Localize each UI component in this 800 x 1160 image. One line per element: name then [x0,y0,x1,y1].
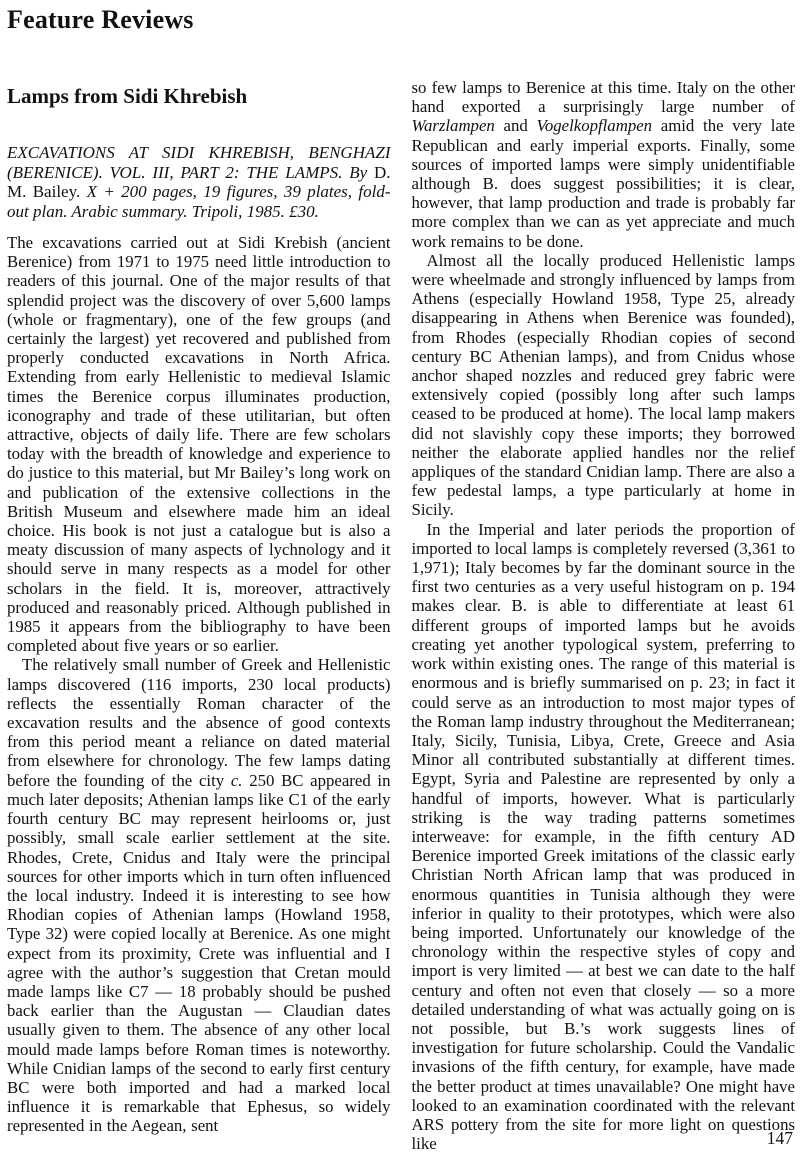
paragraph-2-text: The relatively small number of Greek and Hellenistic lamps discovered (116 imports, 230 local products) reflects the essentially Roman character of the excavation results and the absence of good contexts from this period meant a reliance on dated material from elsewhere for chronology. The few lamps dating before the founding of the city [7,655,391,790]
paragraph-2-circa-italic: c. [230,770,243,790]
citation-title-italic: EXCAVATIONS AT SIDI KHREBISH, BENGHAZI (BERENICE). VOL. III, PART 2: THE LAMPS. By [7,143,391,182]
right-column [412,35,796,1153]
paragraph-3-and: and [494,116,537,136]
paragraph-5: In the Imperial and later periods the proportion of imported to local lamps is completely reversed (3,361 to 1,971); Italy becomes by far the dominant source in the first two centuries as a very useful histogram on p. 194 makes clear. B. is able to differentiate at least 61 different groups of imported lamps but he avoids creating yet another typological system, preferring to work within existing ones. The range of this material is enormous and is briefly summarised on p. 23; in fact it could serve as an introduction to most major types of the Roman lamp industry throughout the Mediterranean; Italy, Sicily, Tunisia, Libya, Crete, Greece and Asia Minor all contributed substantially at different times. Egypt, Syria and Palestine are represented by only a handful of imports, however. What is particularly striking is the way trading patterns sometimes interweave: for example, in the fifth century AD Berenice imported Greek imitations of the classic early Christian North African lamp that was produced in enormous quantities in Tunisia although they were inferior in quality to their prototypes, which were also being imported. Unfortunately our knowledge of the chronology within the respective styles of copy and import is very limited — at best we can date to the half century and often not even that closely — so a more detailed understanding of what was actually going on is not possible, but B.’s work suggests lines of investigation for future scholarship. Could the Vandalic invasions of the fifth century, for example, have made the better product at times unavailable? One might have looked to an examination coordinated with the relevant ARS pottery from the site for more light on questions like [411,519,795,1154]
warzlampen-italic: Warzlampen [411,116,495,136]
two-column-body [7,35,795,1153]
book-citation [7,143,391,221]
paragraph-3-text-cont: amid the very late Republican and early imperial exports. Finally, some sources of imported lamps were simply unidentifiable although B. does suggest possibilities; it is clear, however, that lamp production and trade is probably far more complex than we can as yet appreciate and much work remains to be done. [411,116,795,251]
citation-details-italic: X + 200 pages, 19 figures, 39 plates, fold-out plan. Arabic summary. Tripoli, 1985. £30. [7,182,391,221]
paragraph-4: Almost all the locally produced Hellenistic lamps were wheelmade and strongly influenced by lamps from Athens (especially Howland 1958, Type 25, already disappearing in Athens when Berenice was founded), from Rhodes (especially Rhodian copies of second century BC Athenian lamps), and from Cnidus whose anchor shaped nozzles and reduced grey fabric were extensively copied (possibly long after such lamps ceased to be produced at home). The local lamp makers did not slavishly copy these imports; they borrowed neither the elaborate applied handles nor the relief appliques of the standard Cnidian lamp. There are also a few pedestal lamps, a type particularly at home in Sicily. [411,250,795,520]
paragraph-2 [7,655,391,1135]
paragraph-3-text: so few lamps to Berenice at this time. Italy on the other hand exported a surprisingly large number of [411,78,795,117]
page-header: Feature Reviews [7,5,194,34]
left-column [7,35,391,1136]
paragraph-3 [412,78,796,251]
paragraph-1: The excavations carried out at Sidi Krebish (ancient Berenice) from 1971 to 1975 need little introduction to readers of this journal. One of the major results of that splendid project was the discovery of over 5,600 lamps (whole or fragmentary), one of the few groups (and certainly the largest) yet recovered and published from properly conducted excavations in North Africa. Extending from early Hellenistic to medieval Islamic times the Berenice corpus illuminates production, iconography and trade of these utilitarian, but often attractive, objects of daily life. There are few scholars today with the breadth of knowledge and experience to do justice to this material, but Mr Bailey’s long work on and publication of the extensive collections in the British Museum and elsewhere made him an ideal choice. His book is not just a catalogue but is also a meaty discussion of many aspects of lychnology and it should serve in many respects as a model for other scholars in the field. It is, moreover, attractively produced and reasonably priced. Although published in 1985 it appears from the bibliography to have been completed about five years or so earlier. [7,233,391,656]
review-title: Lamps from Sidi Khrebish [7,84,248,108]
citation-author: D. M. Bailey. [7,162,391,201]
page-number: 147 [766,1128,793,1148]
paragraph-2-text-cont: 250 BC appeared in much later deposits; Athenian lamps like C1 of the early fourth century BC may represent heirlooms or, just possibly, small scale earlier settlement at the site. Rhodes, Crete, Cnidus and Italy were the principal sources for other imports which in turn often influenced the local industry. Indeed it is interesting to see how Rhodian copies of Athenian lamps (Howland 1958, Type 32) were copied locally at Berenice. As one might expect from its proximity, Crete was influential and I agree with the author’s suggestion that Cretan mould made lamps like C7 — 18 probably should be pushed back earlier than the Augustan — Claudian dates usually given to them. The absence of any other local mould made lamps before Roman times is noteworthy. While Cnidian lamps of the second to early first century BC were both imported and had a marked local influence it is remarkable that Ephesus, so widely represented in the Aegean, sent [7,770,391,1136]
vogelkopflampen-italic: Vogelkopflampen [536,116,653,136]
